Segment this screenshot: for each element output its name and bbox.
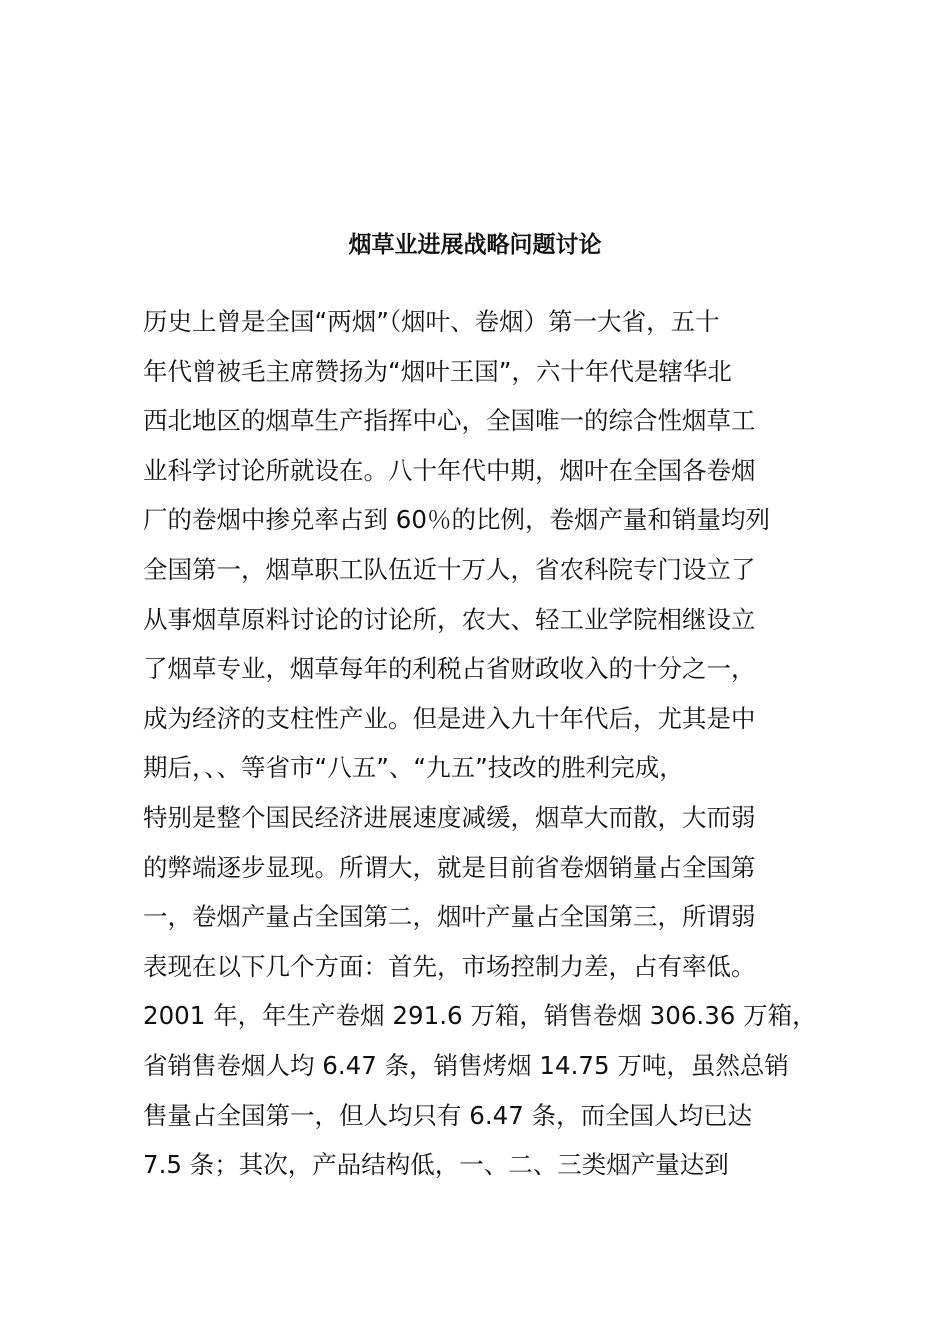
body-line: 历史上曾是全国“两烟”（烟叶、卷烟）第一大省，五十 [143, 307, 720, 336]
body-line: 表现在以下几个方面：首先，市场控制力差，占有率低。 [143, 951, 756, 981]
body-line: 全国第一，烟草职工队伍近十万人，省农科院专门设立了 [143, 554, 756, 584]
document-body [143, 297, 833, 1190]
body-line: 省销售卷烟人均 6.47 条，销售烤烟 14.75 万吨，虽然总销 [143, 1050, 789, 1080]
body-line: 成为经济的支柱性产业。但是进入九十年代后，尤其是中 [143, 703, 756, 733]
body-line: 西北地区的烟草生产指挥中心，全国唯一的综合性烟草工 [143, 406, 756, 436]
body-line: 从事烟草原料讨论的讨论所，农大、轻工业学院相继设立 [143, 604, 756, 634]
body-line: 业科学讨论所就设在。八十年代中期，烟叶在全国各卷烟 [143, 455, 756, 485]
body-line: 的弊端逐步显现。所谓大，就是目前省卷烟销量占全国第 [143, 852, 756, 882]
body-line: 售量占全国第一，但人均只有 6.47 条，而全国人均已达 [143, 1100, 753, 1130]
body-line: 7.5 条；其次，产品结构低，一、二、三类烟产量达到 [143, 1150, 729, 1180]
document-title: 烟草业进展战略问题讨论 [348, 232, 602, 258]
body-line: 年代曾被毛主席赞扬为“烟叶王国”，六十年代是辖华北 [143, 356, 732, 386]
body-line: 2001 年，年生产卷烟 291.6 万箱，销售卷烟 306.36 万箱， [143, 1001, 817, 1031]
body-line: 厂的卷烟中掺兑率占到 60％的比例，卷烟产量和销量均列 [143, 505, 770, 535]
body-line: 期后，、、等省市“八五”、“九五”技改的胜利完成， [143, 753, 684, 783]
body-line: 特别是整个国民经济进展速度减缓，烟草大而散，大而弱 [143, 802, 756, 832]
body-line: 一，卷烟产量占全国第二，烟叶产量占全国第三，所谓弱 [143, 902, 756, 932]
body-line: 了烟草专业，烟草每年的利税占省财政收入的十分之一， [143, 654, 756, 684]
